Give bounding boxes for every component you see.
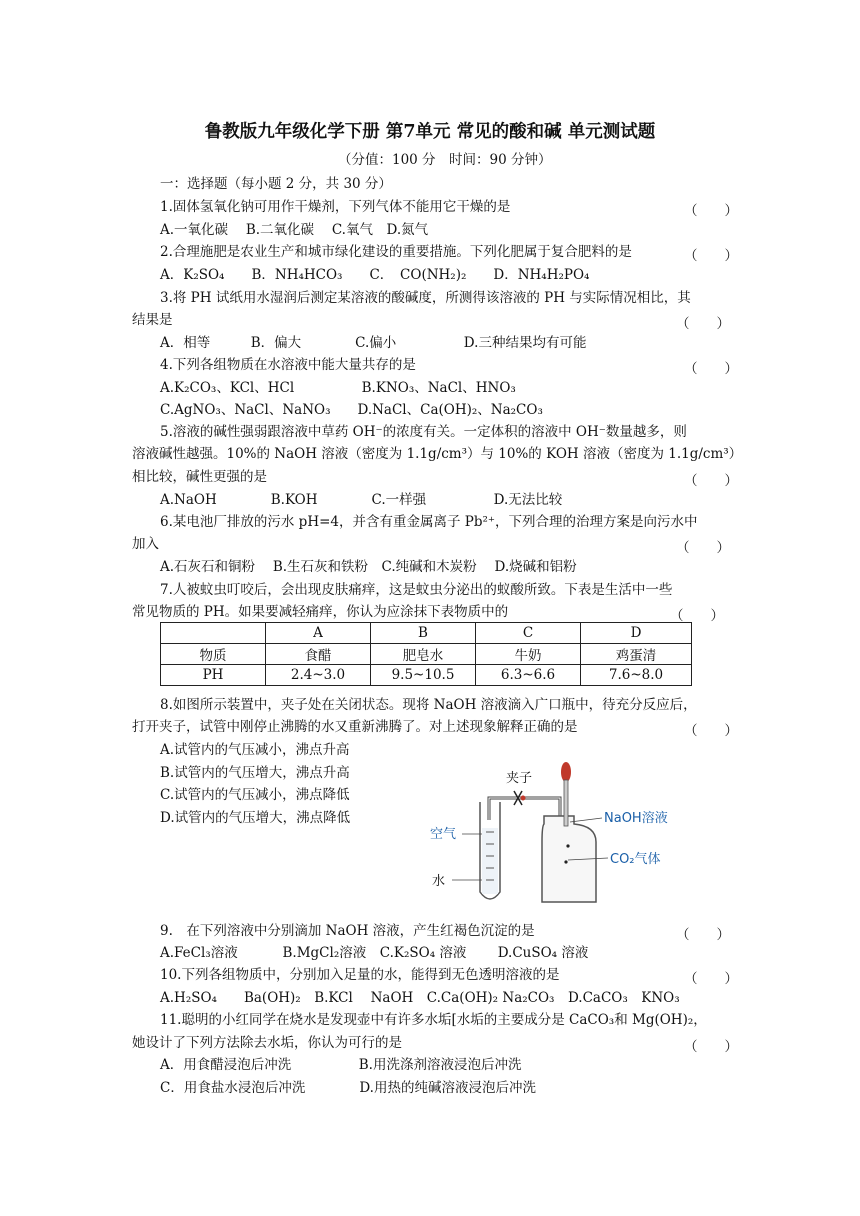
q5-stem-line3: 相比较，碱性更强的是 [132,469,267,485]
page-subtitle: （分值：100 分 时间：90 分钟） [338,152,552,168]
table-cell: 9.5~10.5 [371,665,476,686]
table-row [161,665,692,686]
water-fill [482,828,498,894]
q11-stem-line2: 她设计了下列方法除去水垢，你认为可行的是 [132,1035,402,1051]
table-cell: B [371,623,476,644]
q8-option-c: C.试管内的气压减小，沸点降低 [160,787,350,803]
label-naoh: NaOH溶液 [604,811,668,826]
table-cell: C [476,623,581,644]
label-clip: 夹子 [506,771,533,786]
table-cell: 鸡蛋清 [581,644,692,665]
q1-options: A.一氧化碳 B.二氧化碳 C.氧气 D.氮气 [160,222,429,238]
q3-options: A．相等 B．偏大 C.偏小 D.三种结果均有可能 [160,335,587,351]
table-row [161,623,692,644]
co2-dot [566,844,569,847]
q7-stem-line2: 常见物质的 PH。如果要减轻痛痒，你认为应涂抹下表物质中的 [132,604,509,620]
table-cell: 6.3~6.6 [476,665,581,686]
q7-stem-line1: 7.人被蚊虫叮咬后，会出现皮肤痛痒，这是蚊虫分泌出的蚁酸所致。下表是生活中一些 [160,582,673,598]
apparatus-diagram [418,760,688,910]
q3-stem-line2: 结果是 [132,312,173,328]
q6-stem-line2: 加入 [132,536,159,552]
q8-option-b: B.试管内的气压增大，沸点升高 [160,765,350,781]
q10-options: A.H₂SO₄ Ba(OH)₂ B.KCl NaOH C.Ca(OH)₂ Na₂CO₃ D.CaCO₃ KNO₃ [160,990,680,1006]
table-cell: 食醋 [266,644,371,665]
q5-stem-line1: 5.溶液的碱性强弱跟溶液中草药 OH⁻的浓度有关。一定体积的溶液中 OH⁻数量越多，则 [160,424,687,440]
q2-options: A．K₂SO₄ B．NH₄HCO₃ C． CO(NH₂)₂ D．NH₄H₂PO₄ [160,267,590,283]
q3-stem-line1: 3.将 PH 试纸用水湿润后测定某溶液的酸碱度，所测得该溶液的 PH 与实际情况相比，其 [160,290,691,306]
page-title: 鲁教版九年级化学下册 第7单元 常见的酸和碱 单元测试题 [204,122,656,142]
table-cell: 牛奶 [476,644,581,665]
section-heading: 一：选择题（每小题 2 分，共 30 分） [160,176,392,192]
q4-options-ab: A.K₂CO₃、KCl、HCl B.KNO₃、NaCl、HNO₃ [160,380,516,396]
q6-options: A.石灰石和铜粉 B.生石灰和铁粉 C.纯碱和木炭粉 D.烧碱和铝粉 [160,559,577,575]
q10-stem: 10.下列各组物质中，分别加入足量的水，能得到无色透明溶液的是 [160,967,560,983]
table-cell: PH [161,665,266,686]
q11-options-ab: A．用食醋浸泡后冲洗 B.用洗涤剂溶液浸泡后冲洗 [160,1057,522,1073]
ph-table [160,622,692,686]
q11-stem-line1: 11.聪明的小红同学在烧水是发现壶中有许多水垢[水垢的主要成分是 CaCO₃和 Mg(OH)₂， [160,1012,707,1028]
q4-stem: 4.下列各组物质在水溶液中能大量共存的是 [160,357,416,373]
q3-answer-paren: （ ） [676,316,730,332]
table-cell: D [581,623,692,644]
label-water: 水 [432,874,446,889]
label-air: 空气 [430,827,457,842]
q8-option-a: A.试管内的气压减小，沸点升高 [160,742,350,758]
q2-stem: 2.合理施肥是农业生产和城市绿化建设的重要措施。下列化肥属于复合肥料的是 [160,244,632,260]
q8-stem-line2: 打开夹子，试管中刚停止沸腾的水又重新沸腾了。对上述现象解释正确的是 [132,719,578,735]
q9-answer-paren: （ ） [676,927,730,943]
q10-answer-paren: （ ） [684,971,738,987]
q1-answer-paren: （ ） [684,203,738,219]
table-cell: 物质 [161,644,266,665]
q11-options-cd: C．用食盐水浸泡后冲洗 D.用热的纯碱溶液浸泡后冲洗 [160,1080,536,1096]
q7-answer-paren: （ ） [670,608,724,624]
table-cell: A [266,623,371,644]
q5-options: A.NaOH B.KOH C.一样强 D.无法比较 [160,492,563,508]
q8-option-d: D.试管内的气压增大，沸点降低 [160,810,351,826]
table-row [161,644,692,665]
q9-options: A.FeCl₃溶液 B.MgCl₂溶液 C.K₂SO₄ 溶液 D.CuSO₄ 溶液 [160,945,589,961]
q5-stem-line2: 溶液碱性越强。10%的 NaOH 溶液（密度为 1.1g/cm³）与 10%的 KOH 溶液（密度为 1.1g/cm³） [132,446,743,462]
q8-stem-line1: 8.如图所示装置中，夹子处在关闭状态。现将 NaOH 溶液滴入广口瓶中，待充分反应后， [160,697,697,713]
table-cell: 7.6~8.0 [581,665,692,686]
q8-answer-paren: （ ） [684,723,738,739]
table-cell: 肥皂水 [371,644,476,665]
table-cell [161,623,266,644]
q2-answer-paren: （ ） [684,248,738,264]
q4-answer-paren: （ ） [684,361,738,377]
co2-dot [564,860,567,863]
q11-answer-paren: （ ） [684,1039,738,1055]
naoh-pointer [570,818,602,822]
q6-stem-line1: 6.某电池厂排放的污水 pH=4，并含有重金属离子 Pb²⁺，下列合理的治理方案是向污水中 [160,514,698,530]
q4-options-cd: C.AgNO₃、NaCl、NaNO₃ D.NaCl、Ca(OH)₂、Na₂CO₃ [160,402,543,418]
q1-stem: 1.固体氢氧化钠可用作干燥剂，下列气体不能用它干燥的是 [160,199,511,215]
q9-stem: 9. 在下列溶液中分别滴加 NaOH 溶液，产生红褐色沉淀的是 [160,923,535,939]
q6-answer-paren: （ ） [676,540,730,556]
q5-answer-paren: （ ） [684,473,738,489]
table-cell: 2.4~3.0 [266,665,371,686]
label-co2: CO₂气体 [610,852,661,867]
